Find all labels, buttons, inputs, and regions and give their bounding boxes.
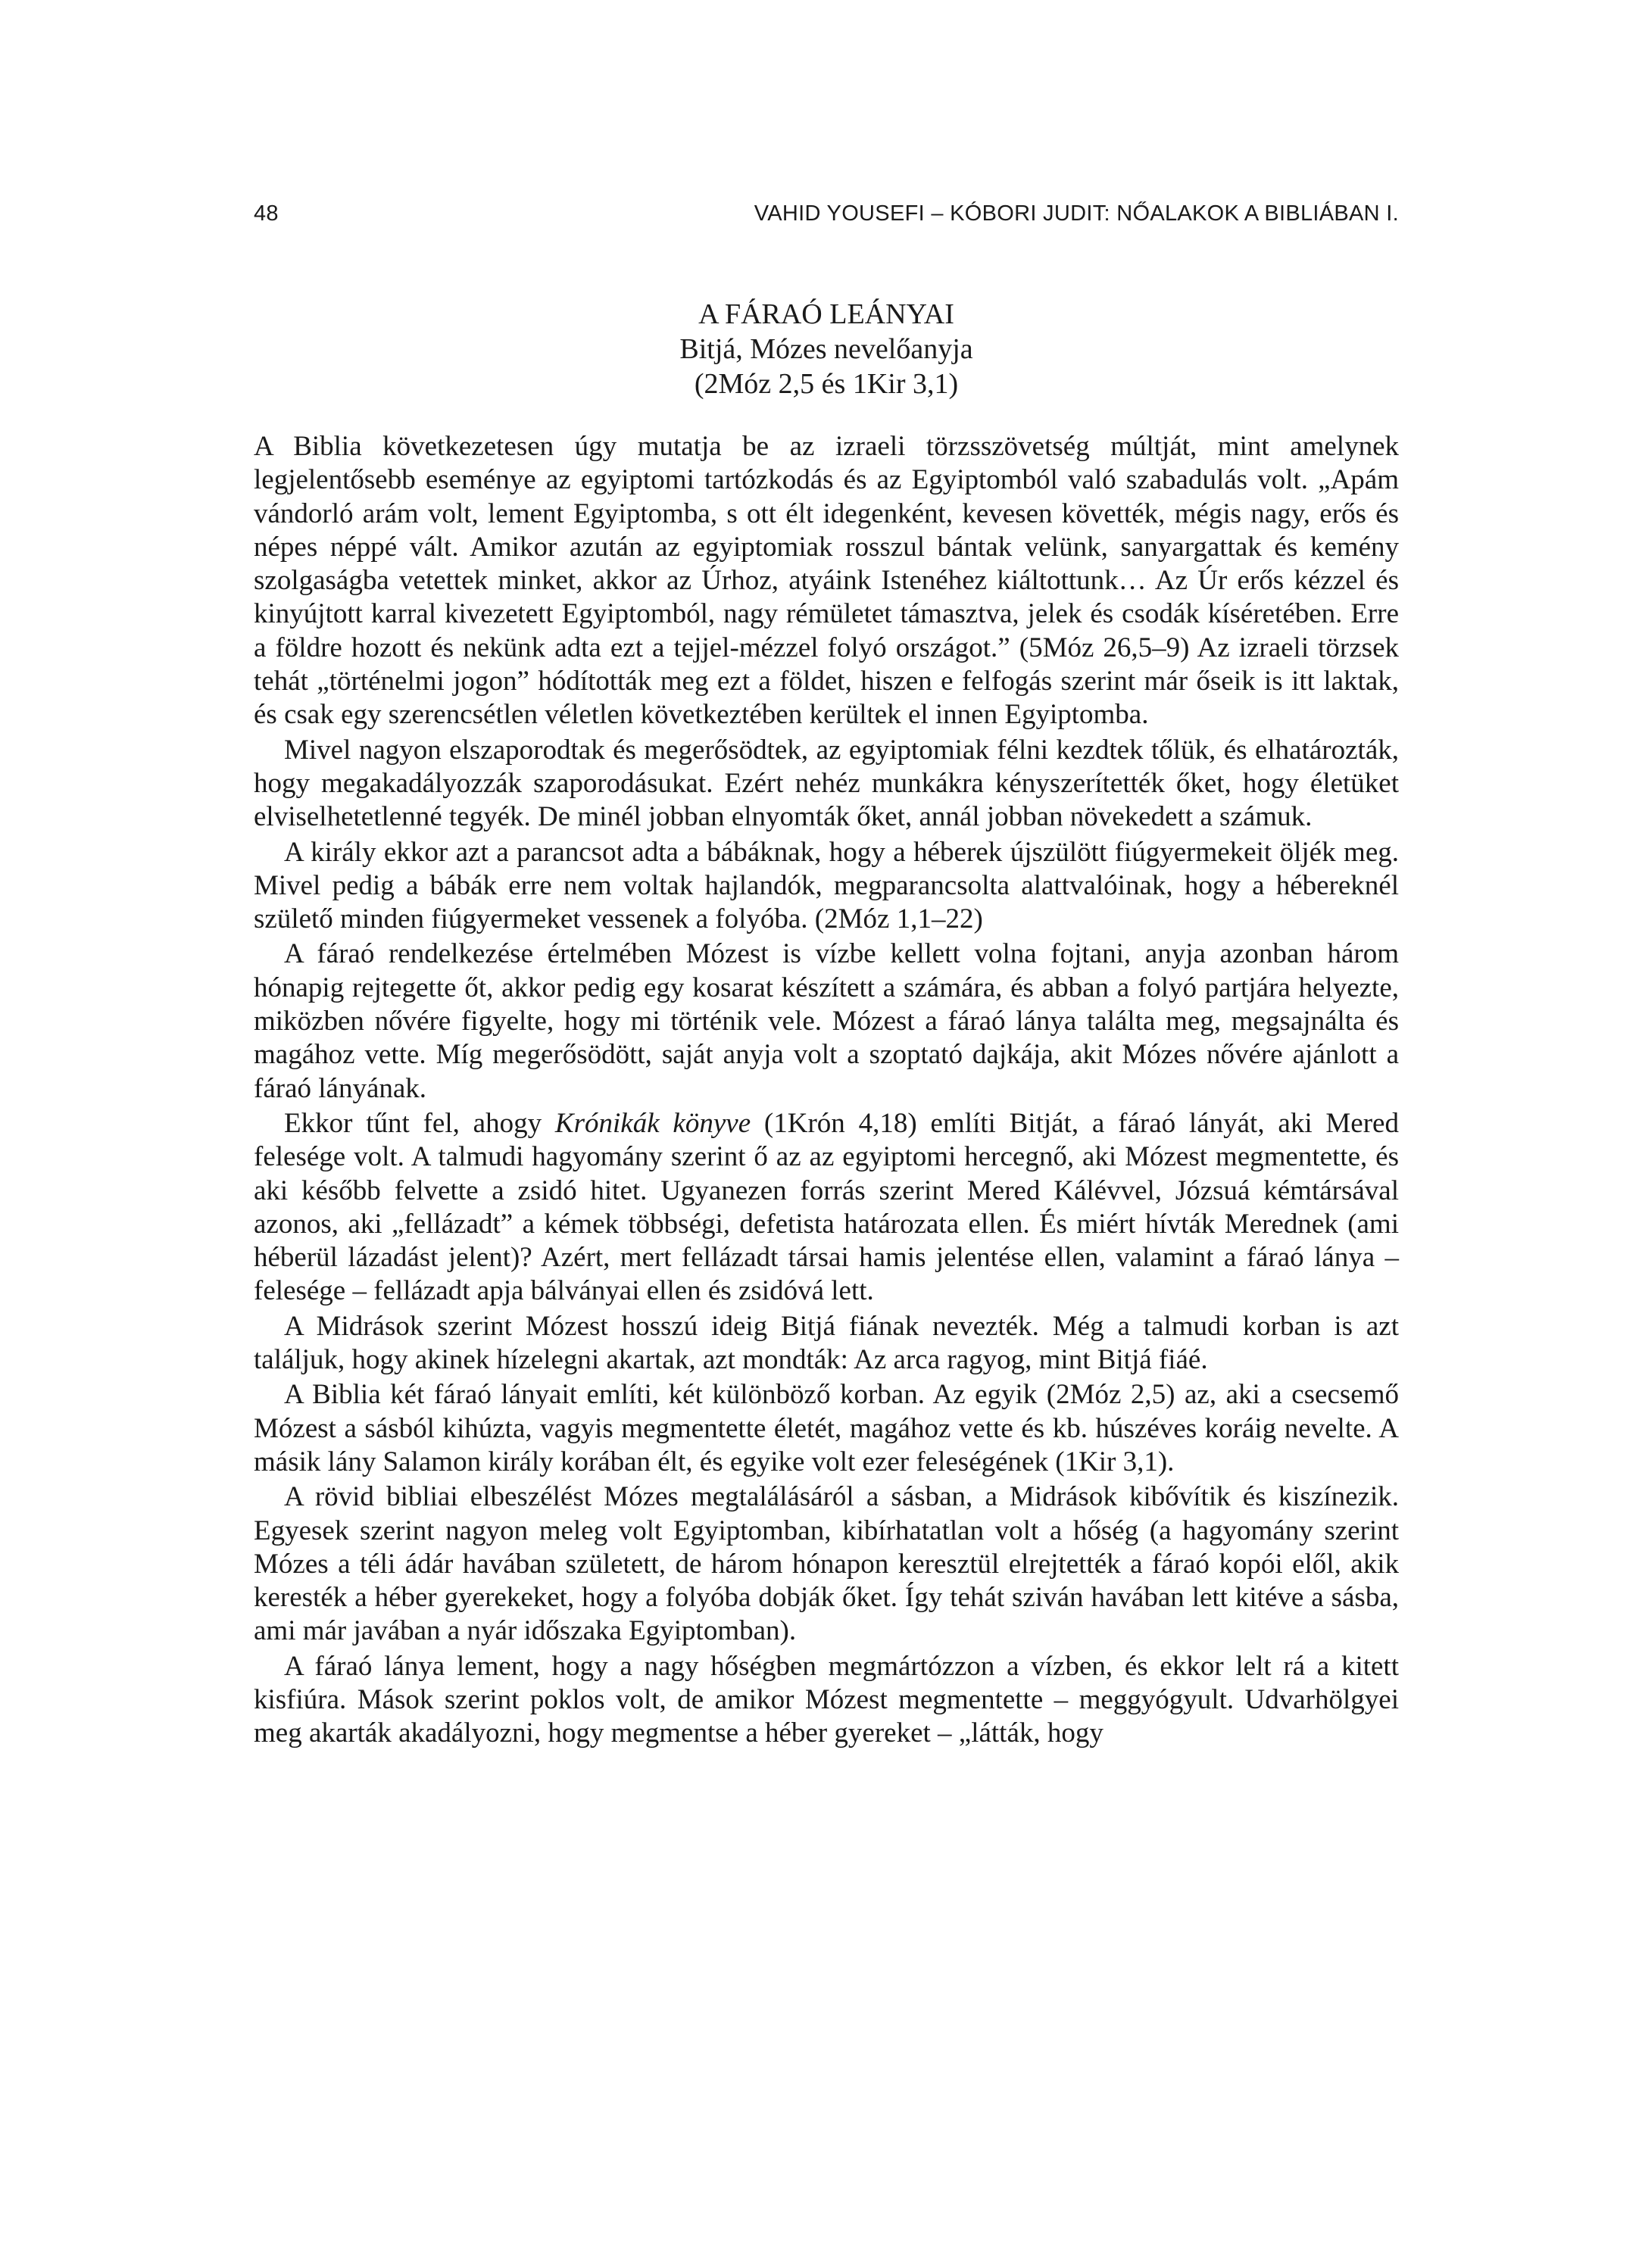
page-number: 48: [254, 201, 279, 226]
paragraph: A Biblia két fáraó lányait említi, két különböző korban. Az egyik (2Móz 2,5) az, aki a csecsemő Mózest a sásból kihúzta, vagyis megmentette életét, magához vette és kb. húszéves koráig nevelte. A másik lány Salamon király korában élt, és egyike volt ezer feleségének (1Kir 3,1).: [254, 1379, 1399, 1477]
paragraph-text: Ekkor tűnt fel, ahogy: [284, 1107, 555, 1139]
chapter-subtitle: Bitjá, Mózes nevelőanyja: [679, 333, 973, 365]
paragraph: A Biblia következetesen úgy mutatja be az izraeli törzsszövetség múltját, mint amelynek legjelentősebb eseménye az egyiptomi tartózkodás és az Egyiptomból való szabadulás volt. „Apám vándorló arám volt, lement Egyiptomba, s ott élt idegenként, kevesen követték, mégis nagy, erős és népes néppé vált. Amikor azután az egyiptomiak rosszul bántak velünk, sanyargattak és kemény szolgaságba vetettek minket, akkor az Úrhoz, atyáink Istenéhez kiáltottunk… Az Úr erős kézzel és kinyújtott karral kivezetett Egyiptomból, nagy rémületet támasztva, jelek és csodák kíséretében. Erre a földre hozott és nekünk adta ezt a tejjel-mézzel folyó országot.” (5Móz 26,5–9) Az izraeli törzsek tehát „történelmi jogon” hódították meg ezt a földet, hiszen e felfogás szerint már őseik is itt laktak, és csak egy szerencsétlen véletlen következtében kerültek el innen Egyiptomba.: [254, 431, 1399, 731]
body-text: [254, 430, 1399, 1751]
book-title-italic: Krónikák könyve: [554, 1107, 751, 1139]
paragraph: A fáraó lánya lement, hogy a nagy hőségben megmártózzon a vízben, és ekkor lelt rá a kitett kisfiúra. Mások szerint poklos volt, de amikor Mózest megmentette – meggyógyult. Udvarhölgyei meg akarták akadályozni, hogy megmentse a héber gyereket – „látták, hogy: [254, 1650, 1399, 1749]
paragraph-text: (1Krón 4,18) említi Bitját, a fáraó lányát, aki Mered felesége volt. A talmudi hagyomány szerint ő az az egyiptomi hercegnő, aki Mózest megmentette, és aki később felvette a zsidó hitet. Ugyanezen forrás szerint Mered Kálévvel, Józsuá kémtársával azonos, aki „fellázadt” a kémek többségi, defetista határozata ellen. És miért hívták Merednek (ami héberül lázadást jelent)? Azért, mert fellázadt társai hamis jelentése ellen, valamint a fáraó lánya – felesége – fellázadt apja bálványai ellen és zsidóvá lett.: [254, 1107, 1399, 1307]
chapter-title-block: [254, 297, 1399, 401]
paragraph: A király ekkor azt a parancsot adta a bábáknak, hogy a héberek újszülött fiúgyermekeit öljék meg. Mivel pedig a bábák erre nem voltak hajlandók, megparancsolta alattvalóinak, hogy a hébereknél születő minden fiúgyermeket vessenek a folyóba. (2Móz 1,1–22): [254, 836, 1399, 935]
paragraph: [254, 1107, 1399, 1309]
paragraph: Mivel nagyon elszaporodtak és megerősödtek, az egyiptomiak félni kezdtek tőlük, és elhatározták, hogy megakadályozzák szaporodásukat. Ezért nehéz munkákra kényszerítették őket, hogy életüket elviselhetetlenné tegyék. De minél jobban elnyomták őket, annál jobban növekedett a számuk.: [254, 734, 1399, 833]
paragraph: A fáraó rendelkezése értelmében Mózest is vízbe kellett volna fojtani, anyja azonban három hónapig rejtegette őt, akkor pedig egy kosarat készített a számára, és abban a folyó partjára helyezte, miközben nővére figyelte, hogy mi történik vele. Mózest a fáraó lánya találta meg, megsajnálta és magához vette. Míg megerősödött, saját anyja volt a szoptató dajkája, akit Mózes nővére ajánlott a fáraó lányának.: [254, 938, 1399, 1104]
chapter-reference: (2Móz 2,5 és 1Kir 3,1): [694, 368, 959, 400]
paragraph: A rövid bibliai elbeszélést Mózes megtalálásáról a sásban, a Midrások kibővítik és kiszínezik. Egyesek szerint nagyon meleg volt Egyiptomban, kibírhatatlan volt a hőség (a hagyomány szerint Mózes a téli ádár havában született, de három hónapon keresztül elrejtették a fáraó kopói elől, akik keresték a héber gyerekeket, hogy a folyóba dobják őket. Így tehát sziván havában lett kitéve a sásba, ami már javában a nyár időszaka Egyiptomban).: [254, 1481, 1399, 1647]
chapter-title: A FÁRAÓ LEÁNYAI: [698, 298, 954, 330]
running-header: [254, 201, 1399, 239]
running-title: VAHID YOUSEFI – KÓBORI JUDIT: NŐALAKOK A BIBLIÁBAN I.: [754, 201, 1399, 226]
paragraph: A Midrások szerint Mózest hosszú ideig Bitjá fiának nevezték. Még a talmudi korban is azt találjuk, hogy akinek hízelegni akartak, azt mondták: Az arca ragyog, mint Bitjá fiáé.: [254, 1310, 1399, 1376]
